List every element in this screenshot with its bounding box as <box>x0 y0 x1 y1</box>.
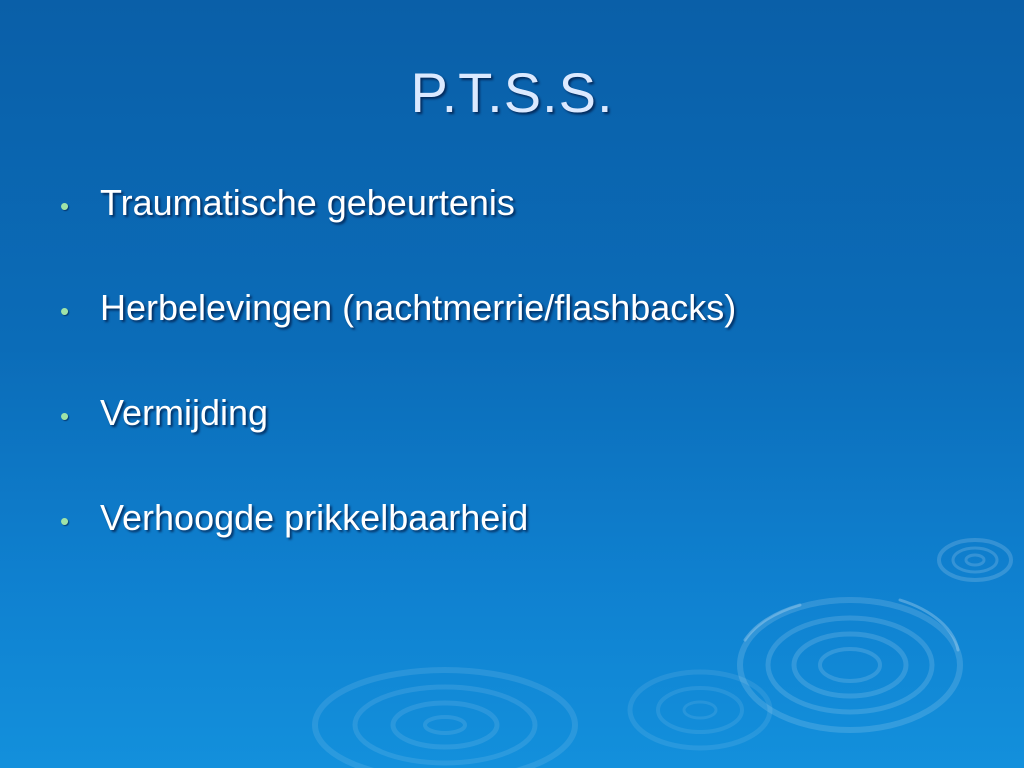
list-item <box>60 287 980 392</box>
bullet-icon: • <box>60 191 70 221</box>
bullet-text-reliving: Herbelevingen (nachtmerrie/flashbacks) <box>100 287 737 328</box>
list-item <box>60 497 980 602</box>
bullet-list <box>60 182 980 602</box>
list-item <box>60 182 980 287</box>
bullet-text-avoidance: Vermijding <box>100 392 269 433</box>
bullet-text-hyperarousal: Verhoogde prikkelbaarheid <box>100 497 529 538</box>
bullet-icon: • <box>60 296 70 326</box>
ripple-mid-icon <box>630 672 770 748</box>
ripple-large-icon <box>740 600 960 730</box>
bullet-icon: • <box>60 506 70 536</box>
bullet-text-traumatic-event: Traumatische gebeurtenis <box>100 182 515 223</box>
list-item <box>60 392 980 497</box>
slide-title: P.T.S.S. <box>410 61 614 124</box>
bullet-icon: • <box>60 401 70 431</box>
ripple-bottom-icon <box>315 670 575 768</box>
